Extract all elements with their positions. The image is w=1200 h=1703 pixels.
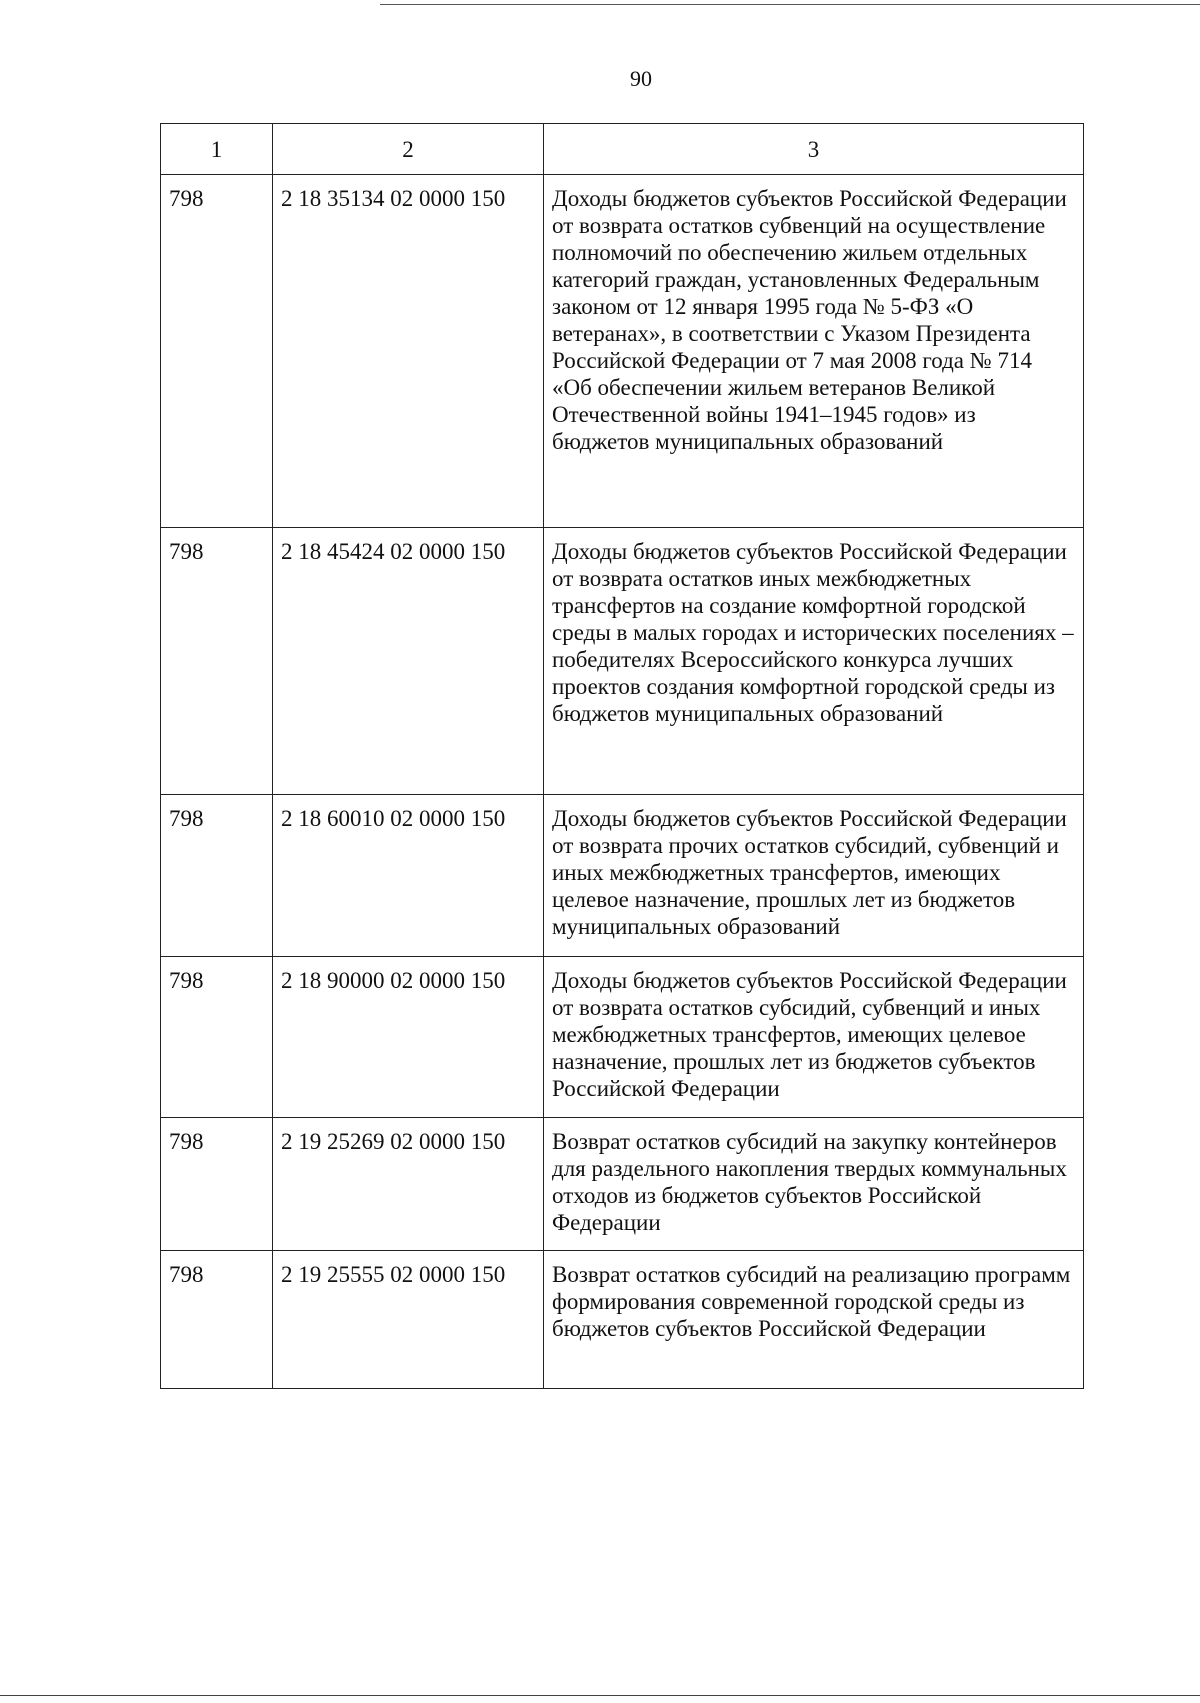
column-header-3: 3	[544, 124, 1084, 175]
description-cell: Доходы бюджетов субъектов Российской Федерации от возврата прочих остатков субсидий, субвенций и иных межбюджетных трансфертов, имеющих целевое назначение, прошлых лет из бюджетов муниципальных образований	[544, 795, 1084, 957]
page-number: 90	[630, 66, 652, 91]
budget-code-cell: 2 18 90000 02 0000 150	[273, 957, 544, 1118]
budget-code-cell: 2 18 35134 02 0000 150	[273, 175, 544, 528]
description-cell: Возврат остатков субсидий на реализацию программ формирования современной городской среды из бюджетов субъектов Российской Федерации	[544, 1251, 1084, 1389]
table-header-row	[161, 124, 1084, 175]
description-cell: Возврат остатков субсидий на закупку контейнеров для раздельного накопления твердых коммунальных отходов из бюджетов субъектов Российской Федерации	[544, 1118, 1084, 1251]
table-row	[161, 795, 1084, 957]
description-cell: Доходы бюджетов субъектов Российской Федерации от возврата остатков иных межбюджетных трансфертов на создание комфортной городской среды в малых городах и исторических поселениях – победителях Всероссийского конкурса лучших проектов создания комфортной городской среды из бюджетов муниципальных образований	[544, 528, 1084, 795]
table-row	[161, 528, 1084, 795]
description-cell: Доходы бюджетов субъектов Российской Федерации от возврата остатков субвенций на осуществление полномочий по обеспечению жильем отдельных категорий граждан, установленных Федеральным законом от 12 января 1995 года № 5-ФЗ «О ветеранах», в соответствии с Указом Президента Российской Федерации от 7 мая 2008 года № 714 «Об обеспечении жильем ветеранов Великой Отечественной войны 1941–1945 годов» из бюджетов муниципальных образований	[544, 175, 1084, 528]
column-header-2: 2	[273, 124, 544, 175]
admin-code-cell: 798	[161, 795, 273, 957]
admin-code-cell: 798	[161, 1118, 273, 1251]
admin-code-cell: 798	[161, 1251, 273, 1389]
budget-code-cell: 2 18 60010 02 0000 150	[273, 795, 544, 957]
table-row	[161, 957, 1084, 1118]
budget-code-cell: 2 18 45424 02 0000 150	[273, 528, 544, 795]
budget-codes-table	[160, 123, 1084, 1389]
admin-code-cell: 798	[161, 957, 273, 1118]
budget-code-cell: 2 19 25555 02 0000 150	[273, 1251, 544, 1389]
bottom-scan-rule	[0, 1695, 1200, 1696]
table-row	[161, 1118, 1084, 1251]
column-header-1: 1	[161, 124, 273, 175]
table-row	[161, 1251, 1084, 1389]
admin-code-cell: 798	[161, 528, 273, 795]
admin-code-cell: 798	[161, 175, 273, 528]
description-cell: Доходы бюджетов субъектов Российской Федерации от возврата остатков субсидий, субвенций и иных межбюджетных трансфертов, имеющих целевое назначение, прошлых лет из бюджетов субъектов Российской Федерации	[544, 957, 1084, 1118]
top-scan-rule	[380, 4, 1200, 5]
table-row	[161, 175, 1084, 528]
budget-code-cell: 2 19 25269 02 0000 150	[273, 1118, 544, 1251]
